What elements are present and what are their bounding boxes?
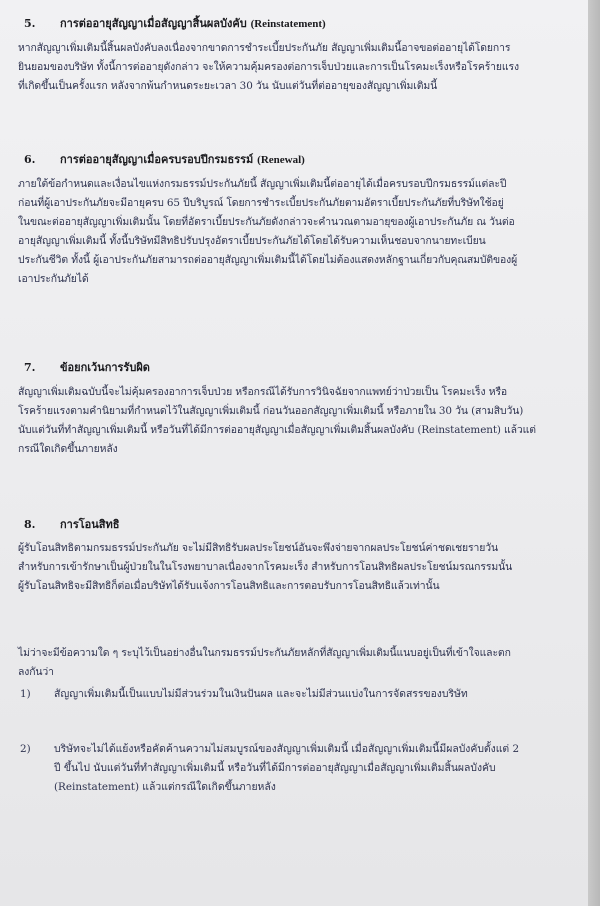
page-edge [588, 0, 600, 906]
paragraph-line: สัญญาเพิ่มเติมนี้เป็นแบบไม่มีส่วนร่วมในเงินปันผล และจะไม่มีส่วนแบ่งในการจัดสรรของบริษัท [54, 688, 468, 700]
section-title-en: (Renewal) [257, 154, 305, 166]
section-6 [18, 150, 590, 289]
closing-block [18, 644, 590, 797]
paragraph-line: กรณีใดเกิดขึ้นภายหลัง [18, 443, 118, 455]
paragraph-line: หากสัญญาเพิ่มเติมนี้สิ้นผลบังคับลงเนื่องจากขาดการชำระเบี้ยประกันภัย สัญญาเพิ่มเติมนี้อาจขอต่ออายุได้โดยการ [18, 42, 511, 54]
section-number: 6. [24, 153, 36, 166]
section-5-heading [18, 14, 590, 30]
paragraph-line: ยินยอมของบริษัท ทั้งนี้การต่ออายุดังกล่าว จะให้ความคุ้มครองต่อการเจ็บป่วยและการเป็นโรคมะเร็งหรือโรคร้ายแรง [18, 61, 519, 73]
list-item-text [54, 685, 468, 704]
section-title: การต่ออายุสัญญาเมื่อสัญญาสิ้นผลบังคับ [60, 17, 247, 30]
section-8-heading [18, 515, 590, 531]
paragraph-line: สัญญาเพิ่มเติมฉบับนี้จะไม่คุ้มครองอาการเจ็บป่วย หรือกรณีได้รับการวินิจฉัยจากแพทย์ว่าป่วยเป็น โรคมะเร็ง หรือ [18, 386, 508, 398]
section-title: การโอนสิทธิ [60, 518, 120, 531]
section-8 [18, 515, 590, 596]
section-6-heading [18, 150, 590, 166]
paragraph-line: ลงกันว่า [18, 666, 54, 678]
paragraph-line: ภายใต้ข้อกำหนดและเงื่อนไขแห่งกรมธรรม์ประกันภัยนี้ สัญญาเพิ่มเติมนี้ต่ออายุได้เมื่อครบรอบปีกรมธรรม์แต่ละปี [18, 178, 507, 190]
section-8-paragraph [18, 539, 590, 596]
paragraph-line: ในขณะต่ออายุสัญญาเพิ่มเติมนั้น โดยที่อัตราเบี้ยประกันภัยดังกล่าวจะคำนวณตามอายุของผู้เอาประกันภัย ณ วันต่อ [18, 216, 515, 228]
section-5-paragraph [18, 39, 590, 96]
paragraph-line: ก่อนที่ผู้เอาประกันภัยจะมีอายุครบ 65 ปีบริบูรณ์ โดยการชำระเบี้ยประกันภัยตามอัตราเบี้ยประกันภัยที่บริษัทใช้อยู่ [18, 197, 504, 209]
section-5 [18, 14, 590, 96]
paragraph-line: สำหรับการเข้ารักษาเป็นผู้ป่วยในในโรงพยาบาลเนื่องจากโรคมะเร็ง สำหรับการโอนสิทธิผลประโยชน์มรณกรรมนั้น [18, 561, 513, 573]
paragraph-line: อายุสัญญาเพิ่มเติมนี้ ทั้งนี้บริษัทมีสิทธิปรับปรุงอัตราเบี้ยประกันภัยได้โดยได้รับความเห็นชอบจากนายทะเบียน [18, 235, 486, 247]
list-item-number: 1) [20, 688, 31, 700]
list-item-text [54, 740, 519, 797]
paragraph-line: เอาประกันภัยได้ [18, 273, 89, 285]
list-item [18, 685, 590, 704]
paragraph-line: ประกันชีวิต ทั้งนี้ ผู้เอาประกันภัยสามารถต่ออายุสัญญาเพิ่มเติมนี้ได้โดยไม่ต้องแสดงหลักฐานเกี่ยวกับคุณสมบัติของผู้ [18, 254, 518, 266]
list-item-number: 2) [20, 743, 31, 755]
section-number: 5. [24, 17, 36, 30]
section-number: 8. [24, 518, 36, 531]
paragraph-line: (Reinstatement) แล้วแต่กรณีใดเกิดขึ้นภายหลัง [54, 781, 276, 793]
paragraph-line: ที่เกิดขึ้นเป็นครั้งแรก หลังจากพ้นกำหนดระยะเวลา 30 วัน นับแต่วันที่ต่ออายุของสัญญาเพิ่มเติมนี้ [18, 80, 438, 92]
section-title: การต่ออายุสัญญาเมื่อครบรอบปีกรมธรรม์ [60, 153, 254, 166]
list-item [18, 740, 590, 797]
section-6-paragraph [18, 175, 590, 289]
paragraph-line: ผู้รับโอนสิทธิตามกรมธรรม์ประกันภัย จะไม่มีสิทธิรับผลประโยชน์อันจะพึงจ่ายจากผลประโยชน์ค่าชดเชยรายวัน [18, 542, 498, 554]
paragraph-line: โรคร้ายแรงตามคำนิยามที่กำหนดไว้ในสัญญาเพิ่มเติมนี้ ก่อนวันออกสัญญาเพิ่มเติมนี้ หรือภายใน 30 วัน (สามสิบวัน) [18, 405, 524, 417]
section-title: ข้อยกเว้นการรับผิด [60, 361, 150, 374]
paragraph-line: ไม่ว่าจะมีข้อความใด ๆ ระบุไว้เป็นอย่างอื่นในกรมธรรม์ประกันภัยหลักที่สัญญาเพิ่มเติมนี้แนบอยู่เป็นที่เข้าใจและตก [18, 647, 511, 659]
section-7-paragraph [18, 383, 590, 459]
section-number: 7. [24, 361, 36, 374]
section-7-heading [18, 358, 590, 374]
paragraph-line: บริษัทจะไม่ได้แย้งหรือคัดค้านความไม่สมบูรณ์ของสัญญาเพิ่มเติมนี้ เมื่อสัญญาเพิ่มเติมนี้มีผลบังคับตั้งแต่ 2 [54, 743, 520, 755]
section-title-en: (Reinstatement) [250, 18, 326, 30]
paragraph-line: ผู้รับโอนสิทธิจะมีสิทธิก็ต่อเมื่อบริษัทได้รับแจ้งการโอนสิทธิและการตอบรับการโอนสิทธิแล้วเท่านั้น [18, 580, 440, 592]
paragraph-line: ปี ขึ้นไป นับแต่วันที่ทำสัญญาเพิ่มเติมนี้ หรือวันที่ได้มีการต่ออายุสัญญาเมื่อสัญญาเพิ่มเติมสิ้นผลบังคับ [54, 762, 496, 774]
closing-intro [18, 644, 590, 682]
paragraph-line: นับแต่วันที่ทำสัญญาเพิ่มเติมนี้ หรือวันที่ได้มีการต่ออายุสัญญาเมื่อสัญญาเพิ่มเติมสิ้นผลบังคับ (Reinstatement) แล้วแต่ [18, 424, 536, 436]
section-7 [18, 358, 590, 459]
